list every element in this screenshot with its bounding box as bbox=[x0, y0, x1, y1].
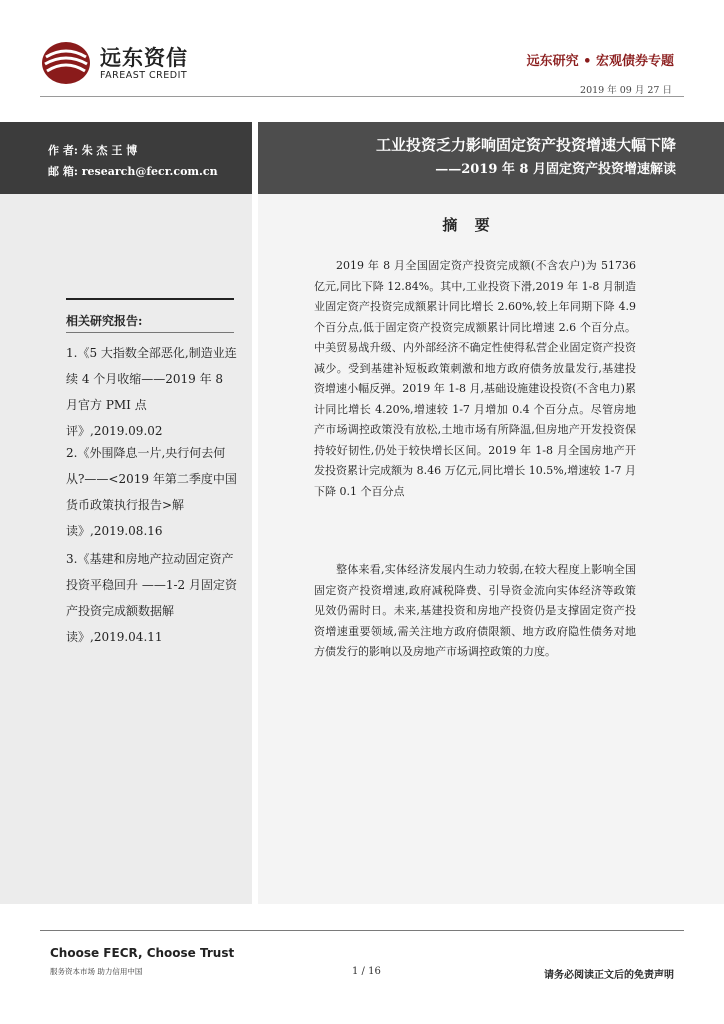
banner-gap bbox=[252, 122, 258, 194]
related-report-item[interactable]: 3.《基建和房地产拉动固定资产投资平稳回升 ——1-2 月固定资产投资完成额数据解读》,2019.04.11 bbox=[66, 552, 237, 644]
footer-slogan: Choose FECR, Choose Trust bbox=[50, 946, 235, 960]
report-title: 工业投资乏力影响固定资产投资增速大幅下降 bbox=[375, 136, 676, 154]
related-report-item[interactable]: 2.《外围降息一片,央行何去何从?——<2019 年第二季度中国货币政策执行报告>解读》,2019.08.16 bbox=[66, 446, 237, 538]
abstract-paragraph: 2019 年 8 月全国固定资产投资完成额(不含农户)为 51736 亿元,同比下降 12.84%。其中,工业投资下滑,2019 年 1-8 月制造业固定资产投资完成额累计同比增长 2.60%,较上年同期下降 4.9 个百分点,低于固定资产投资完成额累计同比增速 2.6 个百分点。中美贸易战升级、内外部经济不确定性使得私营企业固定资产投资减少。受到基建补短板政策刺激和地方政府债务放量发行,基建投资增速小幅反弹。2019 年 1-8 月,基础设施建设投资(不含电力)累计同比增长 4.20%,增速较 1-7 月增加 0.4 个百分点。尽管房地产市场调控政策没有放松,土地市场有所降温,但房地产开发投资保持较好韧性,仍处于较快增长区间。2019 年 1-8 月全国房地产开发投资累计完成额为 8.46 万亿元,同比增长 10.5%,增速较 1-7 月下降 0.1 个百分点 bbox=[314, 259, 636, 498]
logo-english-name: FAREAST CREDIT bbox=[100, 70, 188, 81]
author-line: 作 者: 朱 杰 王 博 bbox=[48, 144, 138, 157]
author-box bbox=[0, 122, 252, 194]
related-report-item[interactable]: 1.《5 大指数全部恶化,制造业连续 4 个月收缩——2019 年 8 月官方 PMI 点评》,2019.09.02 bbox=[66, 346, 237, 438]
footer-divider bbox=[40, 930, 684, 931]
abstract-heading: 摘 要 bbox=[442, 216, 496, 234]
report-subtitle: ——2019 年 8 月固定资产投资增速解读 bbox=[435, 162, 676, 177]
related-sub-rule bbox=[66, 332, 234, 333]
page-number: 1 / 16 bbox=[352, 966, 381, 977]
logo-chinese-name: 远东资信 bbox=[100, 46, 188, 70]
brand-logo bbox=[40, 38, 210, 88]
report-date: 2019 年 09 月 27 日 bbox=[580, 85, 672, 96]
fareast-logo-icon bbox=[40, 40, 92, 86]
related-top-rule bbox=[66, 298, 234, 300]
header-divider bbox=[40, 96, 684, 97]
footer-disclaimer: 请务必阅读正文后的免责声明 bbox=[544, 970, 674, 981]
related-reports-heading: 相关研究报告: bbox=[66, 314, 143, 328]
email-line: 邮 箱: research@fecr.com.cn bbox=[48, 165, 218, 178]
abstract-paragraph: 整体来看,实体经济发展内生动力较弱,在较大程度上影响全国固定资产投资增速,政府减税降费、引导资金流向实体经济等政策见效仍需时日。未来,基建投资和房地产投资仍是支撑固定资产投资增速重要领域,需关注地方政府债限额、地方政府隐性债务对地方债发行的影响以及房地产市场调控政策的力度。 bbox=[314, 563, 636, 658]
report-series: 远东研究 • 宏观债券专题 bbox=[526, 54, 674, 69]
footer-slogan-sub: 服务资本市场 助力信用中国 bbox=[50, 967, 143, 976]
